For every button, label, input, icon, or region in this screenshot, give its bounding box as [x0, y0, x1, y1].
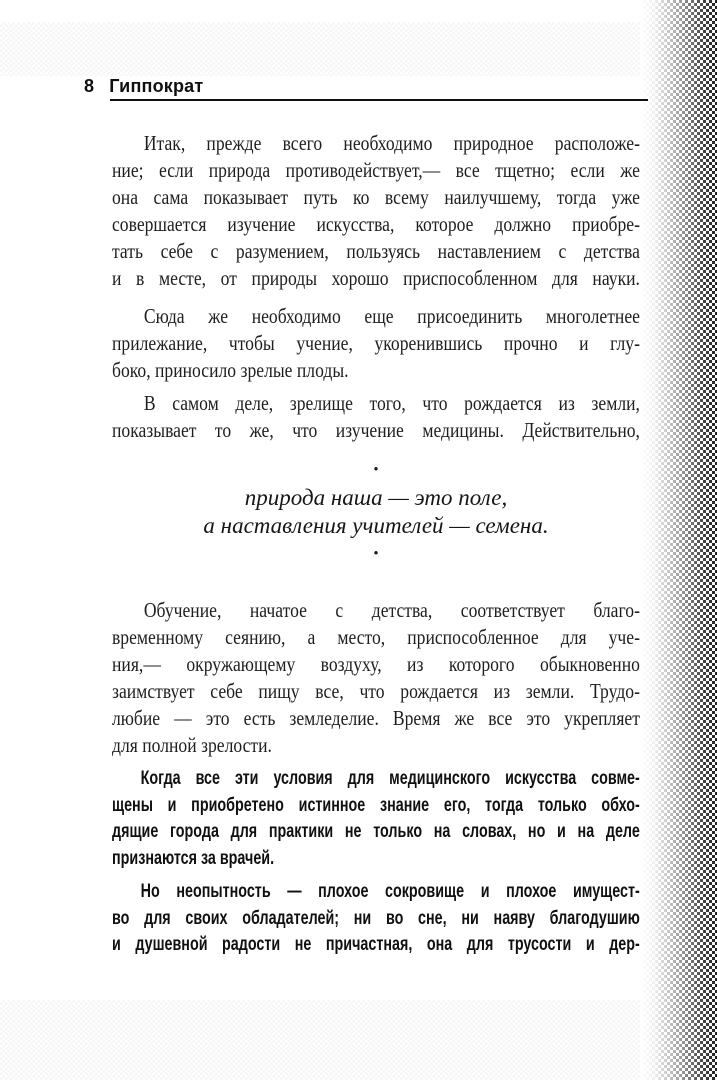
- paragraph-text: [112, 766, 640, 872]
- text-line: боко, приносило зрелые плоды.: [112, 358, 349, 382]
- text-line: показывает то же, что изучение медицины. Действительно,: [112, 418, 640, 442]
- text-line: В самом деле, зрелище того, что рождается из земли,: [143, 391, 640, 415]
- text-line: она сама показывает путь ко всему наилучшему, тогда уже: [112, 185, 640, 209]
- aphorism-block: [112, 462, 640, 562]
- text-line: любие — это есть земледелие. Время же все это укрепляет: [112, 706, 640, 730]
- paragraph-text: [112, 130, 640, 292]
- text-line: природа наша — это поле,: [244, 485, 508, 510]
- text-line: признаются за врачей.: [112, 847, 275, 869]
- header-rule: [110, 99, 648, 101]
- text-line: Но неопытность — плохое сокровище и плохое имущест-: [140, 881, 640, 902]
- scan-noise-top: [0, 22, 717, 76]
- scan-noise-bottom: [0, 1000, 717, 1080]
- text-line: ния,— окружающему воздуху, из которого обыкновенно: [112, 652, 640, 676]
- text-line: временному сеянию, а место, приспособленное для уче-: [112, 625, 640, 649]
- page-number: 8: [84, 76, 95, 96]
- bold-paragraph-1: [112, 766, 640, 872]
- text-line: совершается изучение искусства, которое должно приобре-: [112, 212, 640, 236]
- text-line: а наставления учителей — семена.: [203, 513, 549, 538]
- text-line: Когда все эти условия для медицинского искусства совме-: [140, 768, 640, 789]
- paragraph-text: [112, 879, 640, 959]
- text-line: ние; если природа противодействует,— все тщетно; если же: [112, 158, 640, 182]
- text-line: и в месте, от природы хорошо приспособленном для науки.: [112, 266, 640, 290]
- text-line: Обучение, начатое с детства, соответствует благо-: [143, 598, 640, 622]
- text-line: Итак, прежде всего необходимо природное расположе-: [143, 131, 640, 155]
- paragraph-text: [112, 303, 640, 384]
- bullet-bottom-icon: •: [373, 546, 379, 562]
- text-line: дящие города для практики не только на словах, но и на деле: [112, 821, 640, 842]
- text-line: Сюда же необходимо еще присоединить многолетнее: [143, 304, 640, 328]
- paragraph-text: [112, 390, 640, 444]
- text-line: во для своих обладателей; ни во сне, ни наяву благодушию: [112, 907, 640, 929]
- text-line: и душевной радости не причастная, она для трусости и дер-: [112, 934, 640, 955]
- text-line: заимствует себе пищу все, что рождается из земли. Трудо-: [112, 679, 640, 703]
- bullet-top-icon: •: [373, 462, 379, 478]
- body-paragraph-4: [112, 597, 640, 759]
- text-line: прилежание, чтобы учение, укоренившись прочно и глу-: [112, 331, 640, 355]
- body-paragraph-2: [112, 303, 640, 384]
- aphorism-text: [112, 484, 640, 540]
- text-line: тать себе с разумением, пользуясь наставлением с детства: [112, 239, 640, 263]
- body-paragraph-1: [112, 130, 640, 292]
- bold-paragraph-2: [112, 879, 640, 959]
- paragraph-text: [112, 597, 640, 759]
- running-title: Гиппократ: [109, 76, 204, 96]
- page-edge-texture: [640, 0, 717, 1080]
- body-paragraph-3: [112, 390, 640, 444]
- text-line: для полной зрелости.: [112, 733, 272, 757]
- text-line: щены и приобретено истинное знание его, тогда только обхо-: [112, 794, 640, 816]
- page-header: [84, 76, 203, 96]
